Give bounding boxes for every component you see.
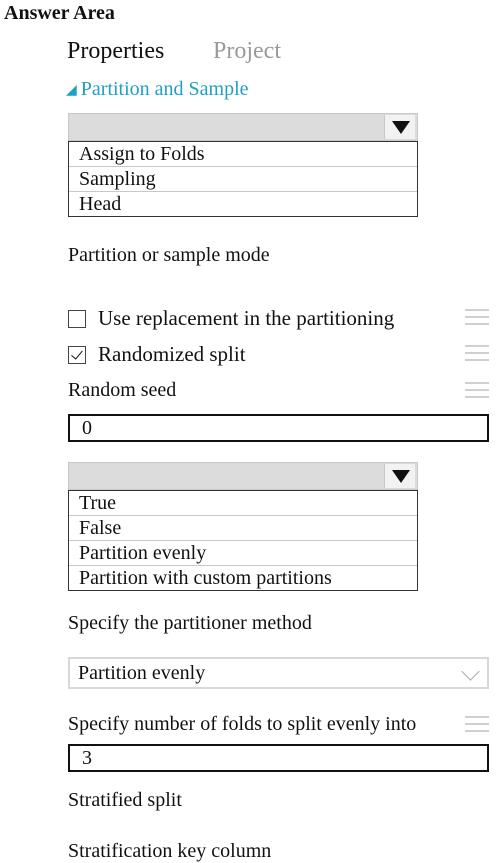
stratified-split-label: Stratified split bbox=[68, 789, 182, 811]
partition-mode-dropdown-header[interactable] bbox=[68, 113, 418, 141]
partitioner-method-options bbox=[68, 490, 418, 591]
option-true[interactable]: True bbox=[69, 491, 417, 516]
random-seed-input[interactable]: 0 bbox=[68, 414, 489, 442]
use-replacement-label: Use replacement in the partitioning bbox=[98, 306, 395, 330]
drag-handle-icon[interactable] bbox=[465, 309, 489, 330]
randomized-split-checkbox[interactable] bbox=[68, 346, 86, 364]
answer-area-title: Answer Area bbox=[4, 2, 115, 24]
chevron-down-icon[interactable] bbox=[461, 662, 479, 680]
partition-mode-label: Partition or sample mode bbox=[68, 244, 270, 266]
dropdown-arrow-icon[interactable] bbox=[384, 464, 415, 488]
partitioner-method-dropdown[interactable] bbox=[68, 462, 418, 591]
option-assign-to-folds[interactable]: Assign to Folds bbox=[69, 142, 417, 167]
tab-project[interactable]: Project bbox=[213, 38, 281, 64]
option-partition-evenly[interactable]: Partition evenly bbox=[69, 541, 417, 566]
partitioner-method-select[interactable] bbox=[68, 657, 489, 689]
option-partition-custom[interactable]: Partition with custom partitions bbox=[79, 567, 332, 589]
collapse-triangle-icon[interactable]: ◢ bbox=[66, 83, 77, 98]
num-folds-input[interactable]: 3 bbox=[68, 744, 489, 772]
tab-properties[interactable]: Properties bbox=[67, 38, 165, 64]
randomized-split-label: Randomized split bbox=[98, 342, 246, 366]
dropdown-arrow-icon[interactable] bbox=[384, 115, 415, 139]
section-title: Partition and Sample bbox=[80, 78, 249, 100]
drag-handle-icon[interactable] bbox=[465, 345, 489, 366]
drag-handle-icon[interactable] bbox=[465, 382, 489, 403]
option-false[interactable]: False bbox=[69, 516, 417, 541]
num-folds-label: Specify number of folds to split evenly into bbox=[68, 713, 417, 735]
randomized-split-row[interactable] bbox=[68, 342, 246, 367]
option-head[interactable]: Head bbox=[79, 193, 122, 215]
option-sampling[interactable]: Sampling bbox=[69, 167, 417, 192]
partitioner-method-label: Specify the partitioner method bbox=[68, 612, 312, 634]
partitioner-method-select-value: Partition evenly bbox=[78, 662, 206, 684]
random-seed-label: Random seed bbox=[68, 379, 177, 401]
use-replacement-checkbox[interactable] bbox=[68, 310, 86, 328]
partition-mode-options bbox=[68, 141, 418, 217]
section-partition-and-sample[interactable] bbox=[66, 78, 249, 101]
use-replacement-row[interactable] bbox=[68, 306, 394, 331]
partitioner-method-dropdown-header[interactable] bbox=[68, 462, 418, 490]
stratification-key-label: Stratification key column bbox=[68, 840, 272, 862]
partition-mode-dropdown[interactable] bbox=[68, 113, 418, 217]
drag-handle-icon[interactable] bbox=[465, 716, 489, 737]
